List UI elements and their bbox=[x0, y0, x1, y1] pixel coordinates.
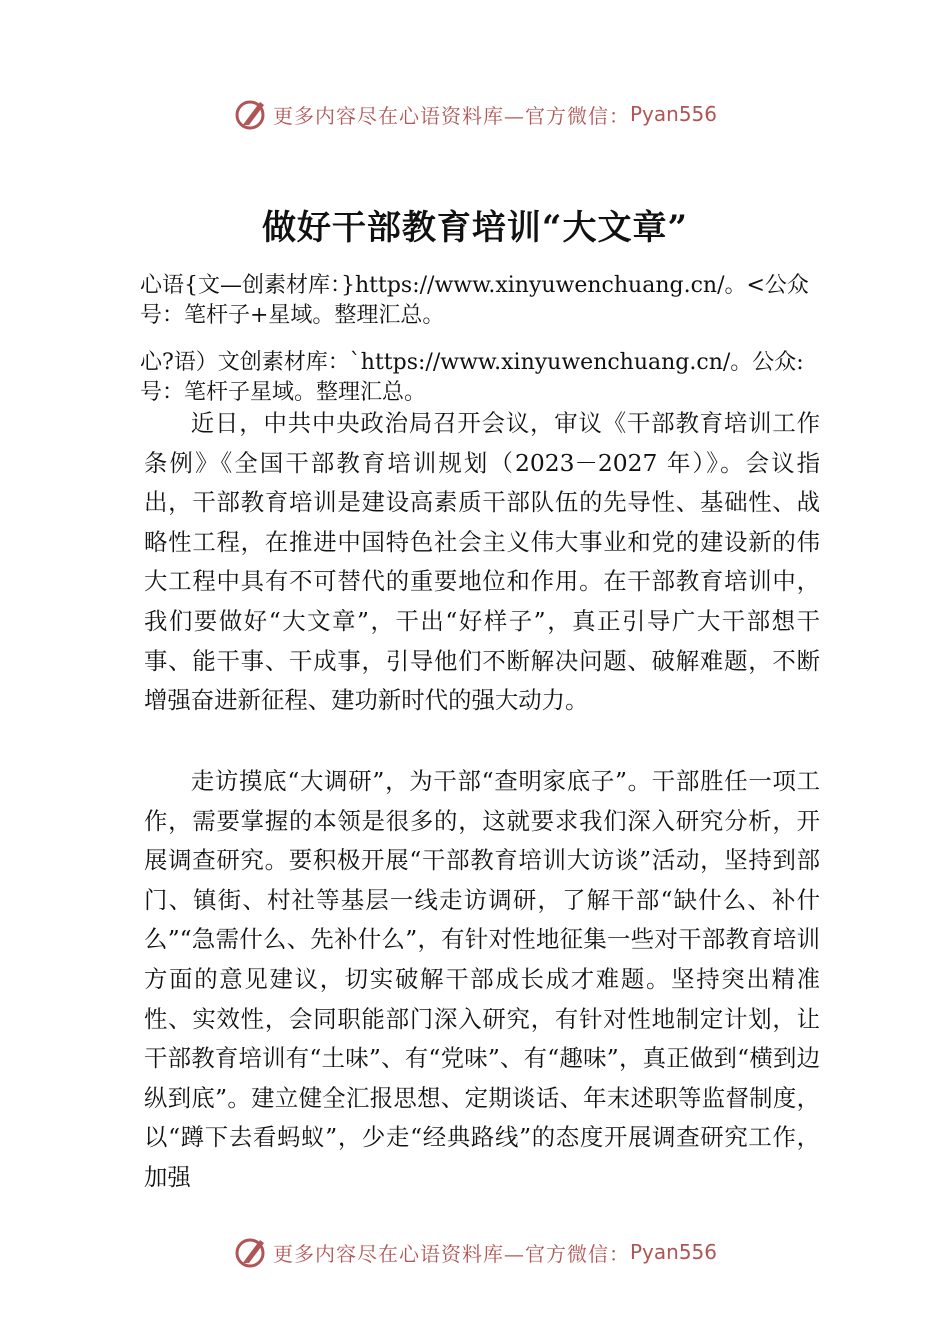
body-paragraph: 走访摸底“大调研”，为干部“查明家底子”。干部胜任一项工作，需要掌握的本领是很多的，这就要求我们深入研究分析，开展调查研究。要积极开展“干部教育培训大访谈”活动，坚持到部门、镇街、村社等基层一线走访调研，了解干部“缺什么、补什么”“急需什么、先补什么”，有针对性地征集一些对干部教育培训方面的意见建议，切实破解干部成长成才难题。坚持突出精准性、实效性，会同职能部门深入研究，有针对性地制定计划，让干部教育培训有“土味”、有“党味”、有“趣味”，真正做到“横到边纵到底”。建立健全汇报思想、定期谈话、年末述职等监督制度，以“蹲下去看蚂蚁”，少走“经典路线”的态度开展调查研究工作，加强 bbox=[144, 767, 820, 1191]
watermark-banner-bottom bbox=[0, 1230, 950, 1274]
watermark-text: 更多内容尽在心语资料库—官方微信： bbox=[272, 1241, 630, 1266]
wechat-id: Pyan556 bbox=[629, 1240, 717, 1264]
pen-logo-icon bbox=[233, 1234, 269, 1270]
pen-logo-icon bbox=[233, 96, 269, 132]
body-paragraph: 近日，中共中央政治局召开会议，审议《干部教育培训工作条例》《全国干部教育培训规划（2023－2027 年）》。会议指出，干部教育培训是建设高素质干部队伍的先导性、基础性、战略性工程，在推进中国特色社会主义伟大事业和党的建设新的伟大工程中具有不可替代的重要地位和作用。在干部教育培训中，我们要做好“大文章”，干出“好样子”，真正引导广大干部想干事、能干事、干成事，引导他们不断解决问题、破解难题，不断增强奋进新征程、建功新时代的强大动力。 bbox=[144, 409, 820, 715]
watermark-text: 更多内容尽在心语资料库—官方微信： bbox=[272, 103, 630, 128]
source-line: 心语{文—创素材库：}https://www.xinyuwenchuang.cn/。<公众号：笔杆子+星域。整理汇总。 bbox=[140, 273, 809, 328]
wechat-id: Pyan556 bbox=[629, 102, 717, 126]
watermark-banner-top bbox=[0, 92, 950, 136]
source-line: 心?语）文创素材库：`https://www.xinyuwenchuang.cn/。公众:号：笔杆子星域。整理汇总。 bbox=[140, 350, 804, 405]
document-title: 做好干部教育培训“大文章” bbox=[261, 208, 689, 248]
